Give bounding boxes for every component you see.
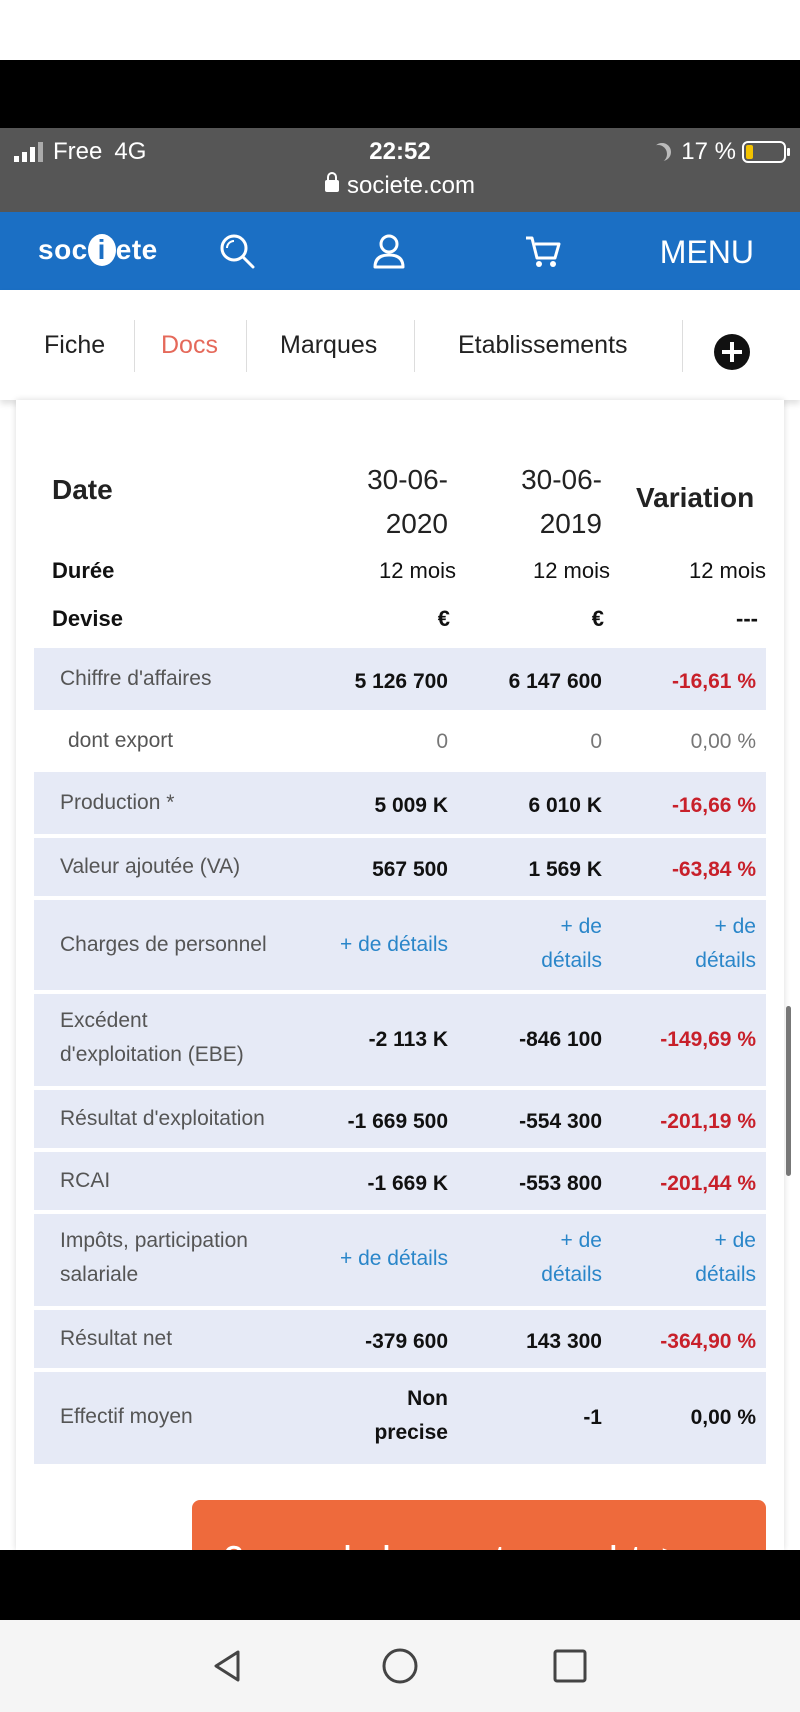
duree-label: Durée [52, 558, 115, 583]
more-tabs-plus-icon[interactable] [714, 334, 750, 370]
row-label: Chiffre d'affaires [60, 667, 212, 690]
carrier-name: Free [53, 138, 103, 165]
home-icon[interactable] [380, 1646, 420, 1686]
row-label [60, 1004, 244, 1072]
value-2019: -554 300 [519, 1110, 602, 1133]
variation-value: -201,44 % [660, 1172, 756, 1195]
header-year-2019-line1: 30-06- [521, 464, 602, 495]
table-row [34, 836, 766, 896]
user-icon[interactable] [368, 230, 410, 272]
row-label: Production * [60, 791, 175, 814]
value-2020 [314, 1382, 448, 1450]
menu-button[interactable]: MENU [659, 234, 754, 270]
logo-text-start: soc [38, 234, 88, 265]
details-link-line2: détails [541, 949, 602, 972]
value-2020: -1 669 500 [347, 1110, 448, 1133]
duree-2019: 12 mois [532, 558, 610, 583]
details-link-variation[interactable] [624, 1224, 756, 1292]
table-row [34, 1370, 766, 1464]
header-year-2019 [472, 458, 602, 546]
value-2019: 143 300 [526, 1330, 602, 1353]
details-link-line1: + de [560, 915, 602, 938]
variation-value: -63,84 % [671, 858, 756, 881]
tab-divider [682, 320, 683, 372]
battery-icon [742, 141, 786, 163]
devise-2019: € [591, 606, 604, 631]
screenshot-top-bar [0, 60, 800, 128]
devise-label: Devise [52, 606, 123, 631]
value-2019: 6 147 600 [508, 670, 602, 693]
value-2019: -846 100 [519, 1028, 602, 1051]
tabs-bar [0, 290, 800, 400]
variation-value: -16,66 % [671, 794, 756, 817]
status-right [653, 138, 786, 166]
recents-icon[interactable] [550, 1646, 590, 1686]
table-row [34, 710, 766, 772]
table-row [34, 648, 766, 710]
details-link-line2: détails [541, 1263, 602, 1286]
header-date: Date [52, 474, 113, 505]
value-2019: 1 569 K [528, 858, 602, 881]
row-label: dont export [68, 729, 174, 752]
row-label-line2: salariale [60, 1263, 139, 1286]
search-icon[interactable] [216, 230, 258, 272]
row-label-line2: d'exploitation (EBE) [60, 1043, 244, 1066]
moon-icon [649, 145, 667, 163]
header-year-2019-line2: 2019 [539, 508, 602, 539]
value-2020: 567 500 [372, 858, 448, 881]
table-row [34, 992, 766, 1086]
value-2019: -553 800 [519, 1172, 602, 1195]
details-link-line1: + de [714, 1229, 756, 1252]
variation-value: 0,00 % [690, 730, 756, 753]
table-row [34, 1212, 766, 1306]
table-row [34, 898, 766, 990]
variation-value: -364,90 % [660, 1330, 756, 1353]
details-link-2020[interactable]: + de détails [340, 1247, 448, 1270]
details-link-line2: détails [695, 1263, 756, 1286]
row-label: Résultat net [60, 1327, 173, 1350]
table-row [34, 1308, 766, 1368]
header-variation: Variation [636, 482, 755, 513]
table-row [34, 772, 766, 834]
variation-value: 0,00 % [690, 1406, 756, 1429]
android-nav-bar [0, 1620, 800, 1712]
row-label-line1: Excédent [60, 1009, 148, 1032]
value-2020: -2 113 K [368, 1028, 448, 1051]
row-label: Effectif moyen [60, 1405, 193, 1428]
table-row [34, 1150, 766, 1210]
devise-2020: € [437, 606, 450, 631]
details-link-variation[interactable] [624, 910, 756, 978]
variation-value: -149,69 % [660, 1028, 756, 1051]
details-link-line1: + de [714, 915, 756, 938]
value-2020: 5 126 700 [354, 670, 448, 693]
tab-divider [246, 320, 247, 372]
row-label: RCAI [60, 1169, 111, 1192]
tab-fiche[interactable]: Fiche [44, 331, 106, 359]
details-link-2019[interactable] [468, 1224, 602, 1292]
status-time: 22:52 [369, 138, 431, 165]
row-label: Résultat d'exploitation [60, 1107, 265, 1130]
url-text: societe.com [346, 172, 476, 199]
cart-icon[interactable] [522, 230, 564, 272]
battery-percent: 17 % [681, 138, 736, 165]
value-2020: 0 [436, 730, 448, 753]
tab-divider [134, 320, 135, 372]
row-label [60, 1224, 248, 1292]
header-year-2020-line1: 30-06- [367, 464, 448, 495]
tab-divider [414, 320, 415, 372]
tab-etablissements[interactable]: Etablissements [458, 331, 628, 359]
value-line1: Non [407, 1387, 448, 1410]
logo-dot: i [88, 234, 116, 266]
table-row [34, 1088, 766, 1148]
tab-marques[interactable]: Marques [280, 331, 378, 359]
status-bar [0, 128, 800, 212]
details-link-2019[interactable] [468, 910, 602, 978]
duree-2020: 12 mois [378, 558, 456, 583]
header-year-2020-line2: 2020 [385, 508, 448, 539]
page-scrollbar[interactable] [786, 1006, 791, 1176]
societe-logo[interactable] [38, 234, 158, 266]
row-label-line1: Impôts, participation [60, 1229, 248, 1252]
url-bar[interactable] [0, 172, 800, 200]
screenshot-top-margin [0, 0, 800, 60]
logo-text-end: ete [115, 234, 158, 265]
value-2020: -379 600 [365, 1330, 448, 1353]
details-link-2020[interactable]: + de détails [340, 933, 448, 956]
header-year-2020 [318, 458, 448, 546]
value-2019: 0 [590, 730, 602, 753]
row-label: Valeur ajoutée (VA) [60, 855, 241, 878]
value-2020: -1 669 K [367, 1172, 448, 1195]
value-2019: -1 [583, 1406, 602, 1429]
tab-docs[interactable]: Docs [161, 331, 218, 359]
value-line2: precise [374, 1421, 448, 1444]
network-type: 4G [114, 138, 147, 165]
site-navbar [0, 212, 800, 290]
value-2019: 6 010 K [528, 794, 602, 817]
variation-value: -201,19 % [660, 1110, 756, 1133]
devise-variation: --- [736, 606, 758, 631]
screenshot-bottom-bar [0, 1550, 800, 1620]
variation-value: -16,61 % [671, 670, 756, 693]
details-link-line1: + de [560, 1229, 602, 1252]
value-2020: 5 009 K [374, 794, 448, 817]
lock-icon [325, 180, 339, 192]
duree-variation: 12 mois [688, 558, 766, 583]
details-link-line2: détails [695, 949, 756, 972]
back-icon[interactable] [208, 1646, 248, 1686]
row-label: Charges de personnel [60, 933, 267, 956]
